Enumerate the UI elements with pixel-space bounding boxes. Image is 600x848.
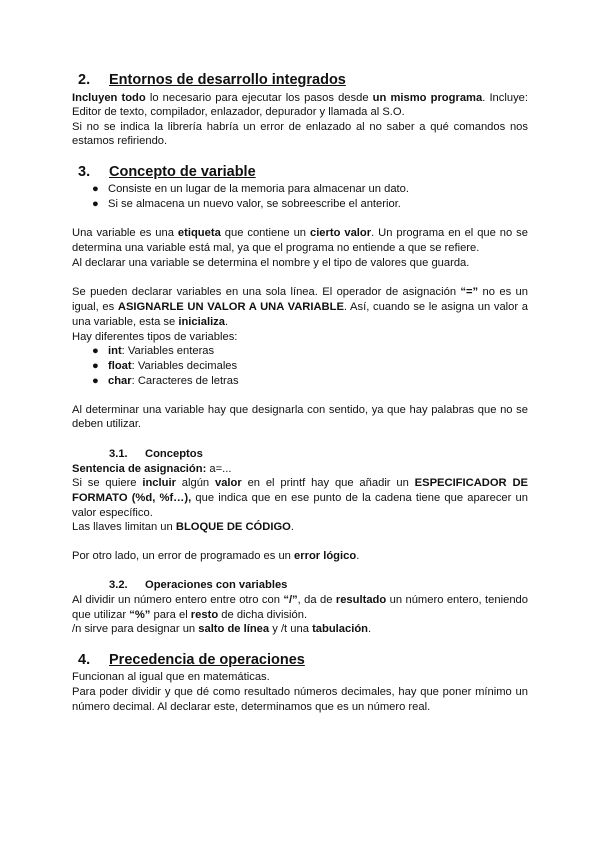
bold-text: “%” bbox=[129, 609, 151, 621]
heading-title: Operaciones con variables bbox=[145, 579, 288, 591]
text-run: Una variable es una bbox=[72, 227, 178, 239]
paragraph-line: Al determinar una variable hay que designarla con sentido, ya que hay palabras que no se bbox=[72, 404, 528, 416]
text-run: en el printf hay que añadir un bbox=[241, 477, 415, 489]
bold-text: “/” bbox=[283, 594, 298, 606]
heading-number: 2. bbox=[78, 72, 91, 88]
text-run: , da de bbox=[297, 594, 336, 606]
list-item-text: Consiste en un lugar de la memoria para almacenar un dato. bbox=[108, 183, 409, 195]
paragraph-line: valor específico. bbox=[72, 507, 153, 519]
text-run: que contiene un bbox=[220, 227, 310, 239]
paragraph-line bbox=[72, 491, 528, 506]
paragraph-line bbox=[72, 608, 528, 623]
text-run: que utilizar bbox=[72, 609, 130, 621]
text-run: de dicha división. bbox=[218, 609, 308, 621]
text-run: Al dividir un número entero entre otro con bbox=[72, 594, 284, 606]
bold-text: FORMATO (%d, %f…), bbox=[72, 492, 192, 504]
type-name: int bbox=[108, 345, 122, 357]
paragraph-line: estamos refiriendo. bbox=[72, 135, 168, 147]
text-run: no es un bbox=[478, 286, 528, 298]
list-item bbox=[92, 374, 239, 389]
type-name: float bbox=[108, 360, 132, 372]
paragraph-line bbox=[72, 476, 528, 491]
paragraph-line: determina una variable está mal, ya que el programa no entiende a que se refiere. bbox=[72, 242, 480, 254]
paragraph-line: Editor de texto, compilador, enlazador, depurador y llamada al S.O. bbox=[72, 106, 405, 118]
bold-text: ESPECIFICADOR DE bbox=[414, 477, 529, 489]
bullet-icon: ● bbox=[92, 375, 99, 387]
bullet-icon: ● bbox=[92, 345, 99, 357]
paragraph-line bbox=[72, 549, 528, 564]
text-run: Si se quiere bbox=[72, 477, 143, 489]
heading-title: Entornos de desarrollo integrados bbox=[109, 72, 346, 88]
text-run: . Así, cuando se le asigna un valor a bbox=[343, 301, 528, 313]
heading-precedencia bbox=[78, 651, 305, 669]
paragraph-line bbox=[72, 593, 528, 608]
bold-text: incluir bbox=[142, 477, 176, 489]
bold-text: “=” bbox=[460, 286, 479, 298]
heading-title: Concepto de variable bbox=[109, 164, 256, 180]
heading-number: 4. bbox=[78, 652, 91, 668]
list-item bbox=[92, 359, 237, 374]
list-item bbox=[92, 197, 401, 212]
text-run: que indica que en ese punto de la cadena tiene que aparecer un bbox=[191, 492, 529, 504]
text-run: Por otro lado, un error de programado es un bbox=[72, 550, 295, 562]
text-run: algún bbox=[175, 477, 215, 489]
type-description: : Variables enteras bbox=[121, 345, 215, 357]
bold-text: Incluyen todo bbox=[72, 92, 146, 104]
paragraph-line bbox=[72, 622, 528, 637]
text-run: . Un programa en el que no se bbox=[371, 227, 528, 239]
text-run: . bbox=[368, 623, 372, 635]
bold-text: cierto valor bbox=[309, 227, 372, 239]
list-item bbox=[92, 182, 409, 197]
text-run: para el bbox=[150, 609, 191, 621]
heading-number: 3. bbox=[78, 164, 91, 180]
text-run: igual, es bbox=[72, 301, 118, 313]
paragraph-line bbox=[72, 226, 528, 241]
heading-entornos bbox=[78, 71, 346, 89]
bold-text: inicializa bbox=[178, 316, 225, 328]
bold-text: etiqueta bbox=[177, 227, 221, 239]
list-item bbox=[92, 344, 214, 359]
bold-text: ASIGNARLE UN VALOR A UNA VARIABLE bbox=[117, 301, 344, 313]
paragraph-line bbox=[72, 285, 528, 300]
paragraph-line: número decimal. Al declarar este, determinamos que es un número real. bbox=[72, 701, 431, 713]
text-run: . bbox=[356, 550, 360, 562]
text-run: /n sirve para designar un bbox=[72, 623, 199, 635]
type-description: : Variables decimales bbox=[131, 360, 238, 372]
paragraph-line: deben utilizar. bbox=[72, 418, 142, 430]
heading-concepto-variable bbox=[78, 163, 256, 181]
bullet-icon: ● bbox=[92, 198, 99, 210]
heading-number: 3.2. bbox=[109, 579, 128, 591]
subheading-operaciones bbox=[109, 578, 287, 593]
bold-text: un mismo programa bbox=[372, 92, 483, 104]
paragraph-line: Funcionan al igual que en matemáticas. bbox=[72, 671, 270, 683]
text-run: Se pueden declarar variables en una sola línea. El operador de asignación bbox=[72, 286, 461, 298]
paragraph-line bbox=[72, 315, 528, 330]
heading-number: 3.1. bbox=[109, 448, 128, 460]
text-run: Las llaves limitan un bbox=[72, 521, 176, 533]
paragraph-line: Al declarar una variable se determina el nombre y el tipo de valores que guarda. bbox=[72, 257, 470, 269]
heading-title: Conceptos bbox=[145, 448, 203, 460]
text-run: y /t una bbox=[269, 623, 313, 635]
heading-title: Precedencia de operaciones bbox=[109, 652, 305, 668]
text-run: lo necesario para ejecutar los pasos desde bbox=[145, 92, 373, 104]
text-run: a=... bbox=[206, 463, 232, 475]
paragraph-line: Para poder dividir y que dé como resultado números decimales, hay que poner mínimo un bbox=[72, 686, 528, 698]
bold-text: salto de línea bbox=[198, 623, 270, 635]
bold-text: valor bbox=[214, 477, 242, 489]
paragraph-line: Hay diferentes tipos de variables: bbox=[72, 331, 238, 343]
type-name: char bbox=[108, 375, 132, 387]
bullet-icon: ● bbox=[92, 183, 99, 195]
bullet-icon: ● bbox=[92, 360, 99, 372]
bold-text: tabulación bbox=[312, 623, 369, 635]
bold-text: Sentencia de asignación: bbox=[72, 463, 207, 475]
text-run: . bbox=[225, 316, 229, 328]
text-run: una variable, esta se bbox=[72, 316, 179, 328]
list-item-text: Si se almacena un nuevo valor, se sobreescribe el anterior. bbox=[108, 198, 401, 210]
text-run: . bbox=[290, 521, 294, 533]
paragraph-line bbox=[72, 300, 528, 315]
bold-text: error lógico bbox=[294, 550, 357, 562]
type-description: : Caracteres de letras bbox=[131, 375, 239, 387]
bold-text: resultado bbox=[335, 594, 387, 606]
paragraph-line bbox=[72, 91, 528, 106]
paragraph-line: Si no se indica la librería habría un error de enlazado al no saber a qué comandos nos bbox=[72, 121, 528, 133]
paragraph-line bbox=[72, 462, 528, 477]
text-run: . Incluye: bbox=[482, 92, 529, 104]
subheading-conceptos bbox=[109, 447, 203, 462]
bold-text: BLOQUE DE CÓDIGO bbox=[175, 521, 291, 533]
text-run: un número entero, teniendo bbox=[386, 594, 528, 606]
bold-text: resto bbox=[190, 609, 219, 621]
paragraph-line bbox=[72, 520, 528, 535]
